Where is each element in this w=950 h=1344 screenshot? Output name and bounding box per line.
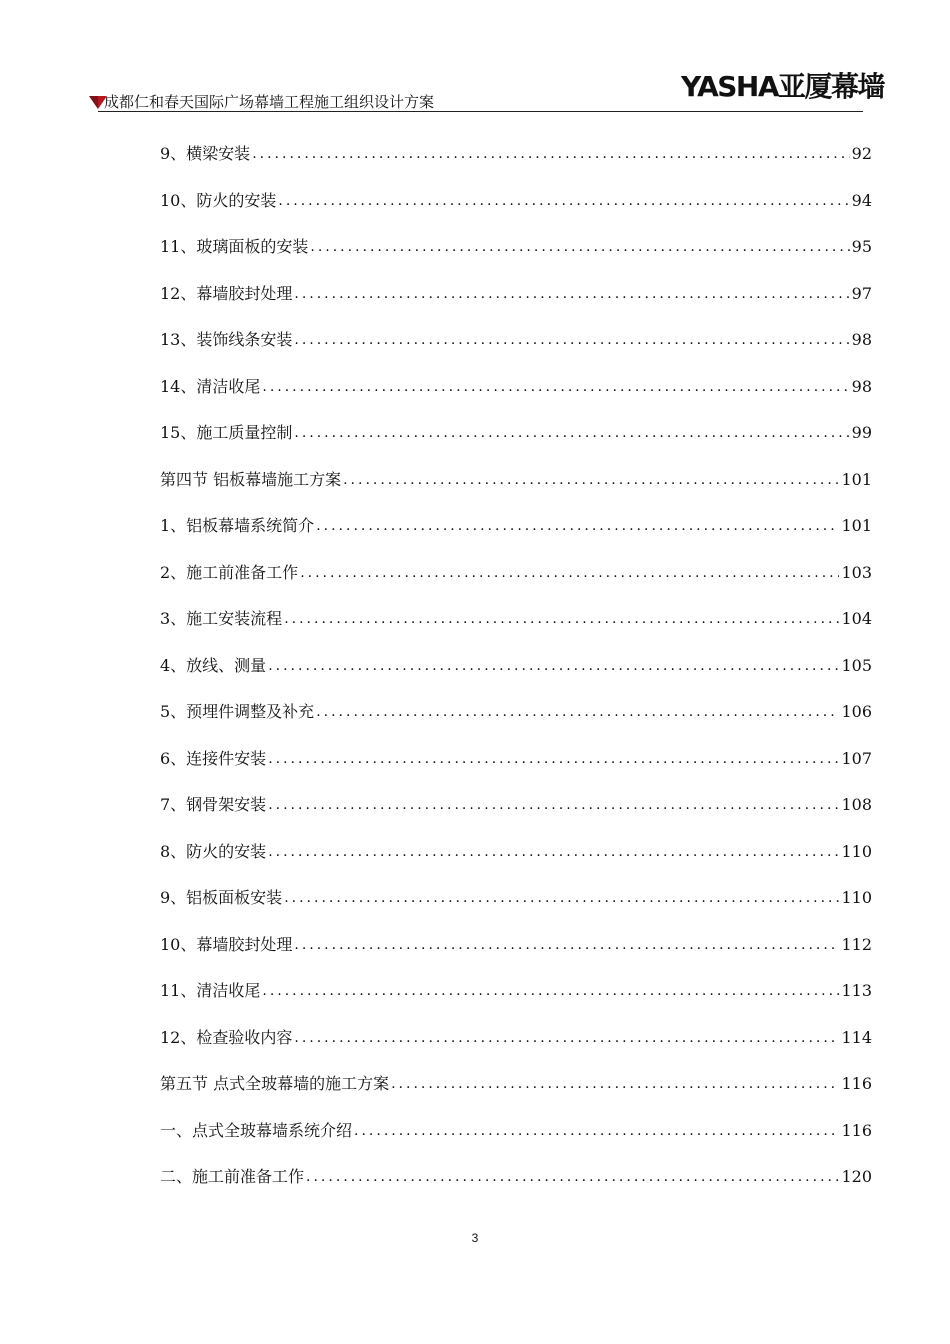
toc-entry-label: 7、钢骨架安装 — [160, 795, 267, 815]
toc-entry[interactable] — [160, 968, 872, 1015]
toc-leader-dots — [306, 1167, 839, 1187]
toc-entry-label: 第五节 点式全玻幕墙的施工方案 — [160, 1074, 390, 1094]
toc-entry[interactable] — [160, 224, 872, 271]
toc-entry-page: 105 — [841, 655, 872, 675]
toc-entry-page: 101 — [841, 469, 872, 489]
toc-entry-page: 107 — [841, 748, 872, 768]
toc-entry-page: 116 — [841, 1074, 872, 1094]
toc-entry[interactable] — [160, 550, 872, 597]
toc-entry[interactable] — [160, 410, 872, 457]
toc-entry-page: 112 — [841, 934, 872, 954]
toc-leader-dots — [310, 237, 849, 257]
toc-entry[interactable] — [160, 782, 872, 829]
toc-entry-label: 5、预埋件调整及补充 — [160, 702, 315, 722]
toc-entry[interactable] — [160, 643, 872, 690]
toc-leader-dots — [268, 749, 839, 769]
toc-entry-page: 103 — [841, 562, 872, 582]
toc-entry[interactable] — [160, 1108, 872, 1155]
toc-entry[interactable] — [160, 271, 872, 318]
toc-entry-label: 4、放线、测量 — [160, 655, 267, 675]
toc-leader-dots — [262, 981, 839, 1001]
toc-leader-dots — [268, 795, 839, 815]
toc-entry-label: 9、铝板面板安装 — [160, 888, 283, 908]
toc-entry[interactable] — [160, 596, 872, 643]
toc-entry[interactable] — [160, 1061, 872, 1108]
toc-entry-page: 106 — [841, 702, 872, 722]
toc-entry-label: 12、幕墙胶封处理 — [160, 283, 293, 303]
toc-leader-dots — [316, 516, 839, 536]
toc-leader-dots — [354, 1121, 839, 1141]
toc-leader-dots — [278, 191, 849, 211]
toc-entry[interactable] — [160, 1154, 872, 1201]
toc-entry-label: 13、装饰线条安装 — [160, 330, 293, 350]
toc-leader-dots — [300, 563, 839, 583]
toc-entry[interactable] — [160, 922, 872, 969]
toc-entry-label: 15、施工质量控制 — [160, 423, 293, 443]
toc-entry[interactable] — [160, 317, 872, 364]
toc-entry[interactable] — [160, 503, 872, 550]
toc-leader-dots — [262, 377, 849, 397]
toc-entry[interactable] — [160, 1015, 872, 1062]
toc-entry-page: 104 — [841, 609, 872, 629]
toc-entry-label: 10、防火的安装 — [160, 190, 277, 210]
toc-leader-dots — [294, 935, 839, 955]
toc-entry-label: 二、施工前准备工作 — [160, 1167, 305, 1187]
toc-entry-page: 101 — [841, 516, 872, 536]
toc-entry[interactable] — [160, 829, 872, 876]
toc-leader-dots — [316, 702, 839, 722]
toc-entry-label: 3、施工安装流程 — [160, 609, 283, 629]
toc-leader-dots — [343, 470, 839, 490]
toc-leader-dots — [284, 609, 839, 629]
toc-leader-dots — [391, 1074, 839, 1094]
toc-entry-page: 94 — [851, 190, 872, 210]
toc-leader-dots — [252, 144, 849, 164]
toc-entry-page: 98 — [851, 330, 872, 350]
toc-entry-page: 114 — [841, 1027, 872, 1047]
toc-entry-label: 第四节 铝板幕墙施工方案 — [160, 469, 342, 489]
toc-entry[interactable] — [160, 875, 872, 922]
toc-entry-page: 92 — [851, 144, 872, 164]
toc-leader-dots — [268, 842, 839, 862]
toc-entry-page: 113 — [841, 981, 872, 1001]
toc-entry-label: 2、施工前准备工作 — [160, 562, 299, 582]
toc-entry-label: 6、连接件安装 — [160, 748, 267, 768]
toc-entry[interactable] — [160, 178, 872, 225]
toc-entry[interactable] — [160, 736, 872, 783]
toc-entry-page: 110 — [841, 888, 872, 908]
toc-leader-dots — [284, 888, 839, 908]
toc-entry-page: 95 — [851, 237, 872, 257]
page-number: 3 — [471, 1231, 479, 1245]
toc-entry-label: 8、防火的安装 — [160, 841, 267, 861]
table-of-contents — [160, 131, 872, 1201]
toc-entry[interactable] — [160, 131, 872, 178]
toc-entry-label: 9、横梁安装 — [160, 144, 251, 164]
toc-leader-dots — [294, 1028, 839, 1048]
toc-entry-page: 108 — [841, 795, 872, 815]
toc-entry-label: 12、检查验收内容 — [160, 1027, 293, 1047]
toc-entry-label: 11、玻璃面板的安装 — [160, 237, 309, 257]
toc-entry-page: 97 — [851, 283, 872, 303]
toc-entry[interactable] — [160, 457, 872, 504]
toc-entry[interactable] — [160, 364, 872, 411]
toc-entry[interactable] — [160, 689, 872, 736]
toc-leader-dots — [294, 423, 849, 443]
toc-entry-page: 98 — [851, 376, 872, 396]
toc-leader-dots — [268, 656, 839, 676]
toc-entry-label: 14、清洁收尾 — [160, 376, 261, 396]
company-logo: YASHA亚厦幕墙 — [681, 70, 885, 103]
toc-entry-label: 1、铝板幕墙系统简介 — [160, 516, 315, 536]
document-title: 成都仁和春天国际广场幕墙工程施工组织设计方案 — [104, 93, 435, 111]
toc-entry-label: 11、清洁收尾 — [160, 981, 261, 1001]
toc-entry-label: 10、幕墙胶封处理 — [160, 934, 293, 954]
header-divider — [98, 111, 863, 112]
page-header — [88, 70, 885, 115]
toc-entry-page: 110 — [841, 841, 872, 861]
toc-leader-dots — [294, 284, 849, 304]
toc-leader-dots — [294, 330, 849, 350]
toc-entry-label: 一、点式全玻幕墙系统介绍 — [160, 1120, 353, 1140]
toc-entry-page: 120 — [841, 1167, 872, 1187]
toc-entry-page: 116 — [841, 1120, 872, 1140]
toc-entry-page: 99 — [851, 423, 872, 443]
